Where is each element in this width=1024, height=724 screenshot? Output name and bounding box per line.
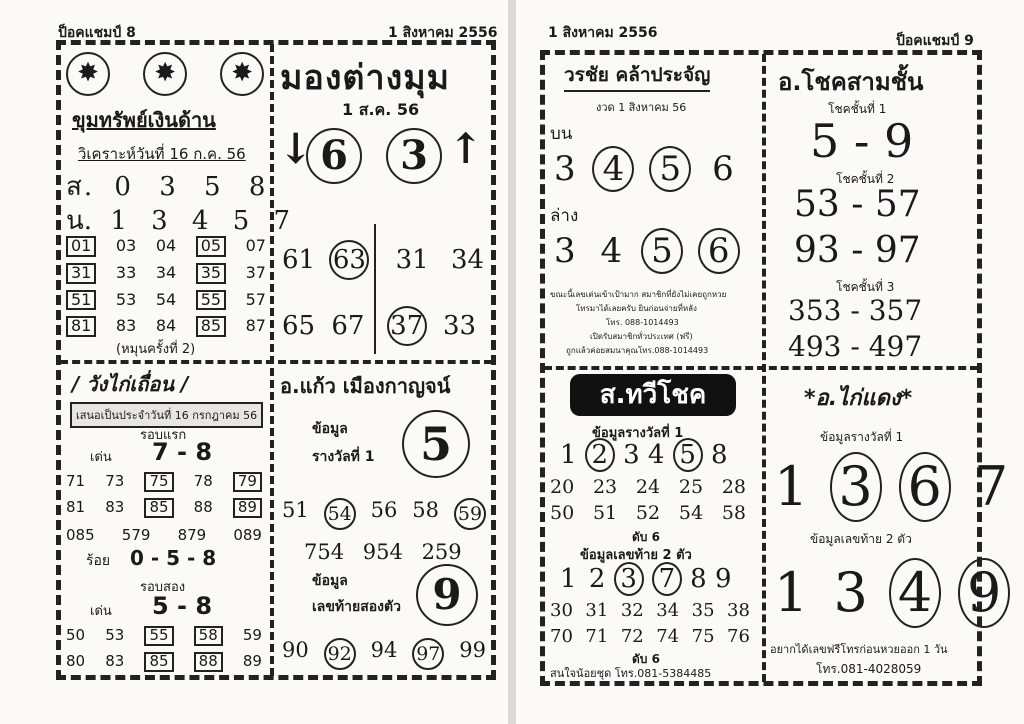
kaew-label-2b: เลขท้ายสองตัว xyxy=(312,599,401,615)
number: 52 xyxy=(635,502,661,524)
lead1-label: เด่น xyxy=(90,450,112,465)
number: 085 xyxy=(66,526,95,544)
number: 61 xyxy=(282,245,316,275)
grid-cell: 85 xyxy=(196,316,226,337)
tawee-row-1b xyxy=(550,502,746,524)
worachai-fine-2: โทรมาได้เลยครับ ยินก่อนจ่ายที่หลัง xyxy=(576,304,697,313)
tawee-section xyxy=(550,372,758,682)
digit: 1 xyxy=(560,564,577,594)
tier1-label: โชคชั้นที่ 1 xyxy=(828,102,887,116)
worachai-fine-5: ถูกแล้วค่อยสมนาคุณโทร.088-1014493 xyxy=(566,346,709,355)
digit: 3 xyxy=(554,231,576,271)
number: 80 xyxy=(66,652,86,670)
number: 33 xyxy=(442,311,477,341)
grid-cell: 05 xyxy=(196,236,226,257)
number: 51 xyxy=(282,498,309,522)
right-page-number: ป็อคแชมป์ 9 xyxy=(896,33,974,49)
digit: 4 xyxy=(889,558,941,628)
number: 63 xyxy=(329,240,369,280)
number: 70 xyxy=(550,626,573,647)
number: 65 xyxy=(282,311,316,341)
number: 81 xyxy=(66,498,86,516)
grid-cell: 35 xyxy=(196,263,226,284)
kaew-big-2 xyxy=(416,564,478,626)
number: 55 xyxy=(144,626,173,646)
grid-cell: 34 xyxy=(155,262,177,282)
left-page xyxy=(0,0,508,724)
number: 79 xyxy=(233,472,262,492)
number: 954 xyxy=(362,540,403,564)
big-number: 3 xyxy=(386,128,442,184)
kaew-row-3 xyxy=(282,638,486,670)
round2-row-b xyxy=(66,652,262,672)
grid-cell: 31 xyxy=(66,263,96,284)
lead2-value: 5 - 8 xyxy=(152,592,213,620)
number: 58 xyxy=(194,626,223,646)
bottom-label: ล่าง xyxy=(550,206,579,226)
number: 88 xyxy=(193,498,213,516)
big-number: 9 xyxy=(416,564,478,626)
lead1-value: 7 - 8 xyxy=(152,438,213,466)
grid-cell: 51 xyxy=(66,290,96,311)
top-label: ส. xyxy=(66,172,95,202)
bottom-label: น. xyxy=(66,206,93,236)
tawee-label-2: ข้อมูลเลขท้าย 2 ตัว xyxy=(580,548,692,563)
digit: 3 xyxy=(830,452,882,522)
kaew-row-2 xyxy=(304,540,462,564)
perspective-big-1 xyxy=(306,128,362,184)
grid-row xyxy=(66,316,266,337)
grid-cell: 83 xyxy=(115,316,137,336)
round2-row-a xyxy=(66,626,262,646)
star-icon: ✸ xyxy=(143,52,187,96)
number: 85 xyxy=(144,498,173,518)
right-divider-horizontal xyxy=(544,366,978,370)
kai-daeng-label-2: ข้อมูลเลขท้าย 2 ตัว xyxy=(810,532,912,546)
number: 71 xyxy=(66,472,86,490)
digit: 1 xyxy=(560,440,577,470)
treasure-title: ขุมทรัพย์เงินด้าน xyxy=(72,108,216,132)
tier3-value-a: 353 - 357 xyxy=(788,294,923,327)
top-label: บน xyxy=(550,124,573,144)
grid-row xyxy=(66,290,266,311)
worachai-bottom-digits xyxy=(554,228,740,274)
star-icon: ✸ xyxy=(220,52,264,96)
tawee-row-2a xyxy=(550,600,750,621)
top-digits: 0 3 5 8 xyxy=(114,172,276,202)
kaew-title: อ.แก้ว เมืองกาญจน์ xyxy=(280,374,451,398)
number: 54 xyxy=(324,498,356,530)
number: 89 xyxy=(242,652,262,670)
digit: 3 xyxy=(614,562,644,596)
digit: 5 xyxy=(641,228,683,274)
number: 75 xyxy=(144,472,173,492)
number: 51 xyxy=(592,502,618,524)
digit: 2 xyxy=(585,438,615,472)
digit: 4 xyxy=(600,231,623,271)
number: 75 xyxy=(691,626,715,647)
digit: 1 xyxy=(774,561,809,624)
digit: 6 xyxy=(698,228,740,274)
tawee-double-2: ดับ 6 xyxy=(632,652,660,666)
tawee-digits-2 xyxy=(560,562,732,596)
number: 56 xyxy=(370,498,398,522)
number: 72 xyxy=(620,626,644,647)
number: 85 xyxy=(144,652,173,672)
arrow-down-icon: ↓ xyxy=(278,124,314,173)
digit: 6 xyxy=(899,452,951,522)
tier2-label: โชคชั้นที่ 2 xyxy=(836,172,895,186)
number: 90 xyxy=(282,638,309,662)
round1-row-a xyxy=(66,472,262,492)
tawee-label-1: ข้อมูลรางวัลที่ 1 xyxy=(592,426,684,441)
grid-cell: 54 xyxy=(155,289,177,309)
number: 24 xyxy=(635,476,661,498)
wang-kai-notice: เสนอเป็นประจำวันที่ 16 กรกฎาคม 56 xyxy=(70,402,263,428)
number: 35 xyxy=(691,600,715,621)
big-number: 5 xyxy=(402,410,470,478)
wang-kai-section xyxy=(66,366,266,676)
perspective-row-1 xyxy=(282,240,484,280)
digit: 7 xyxy=(652,562,682,596)
digit: 4 xyxy=(647,440,665,470)
three-tier-section xyxy=(770,58,976,364)
number: 50 xyxy=(550,502,575,524)
page-gutter xyxy=(508,0,516,724)
kai-daeng-title: *อ.ไก่แดง* xyxy=(804,386,913,411)
digit: 3 xyxy=(554,149,576,189)
tier1-value: 5 - 9 xyxy=(810,114,914,168)
grid-cell: 53 xyxy=(115,289,137,309)
digit: 9 xyxy=(714,564,732,594)
number: 59 xyxy=(242,626,262,644)
number: 50 xyxy=(66,626,86,644)
hundreds-row xyxy=(66,526,262,544)
number: 76 xyxy=(727,626,750,647)
number: 31 xyxy=(395,245,429,275)
treasure-note: (หมุนครั้งที่ 2) xyxy=(116,342,196,357)
number: 23 xyxy=(592,476,618,498)
kaew-big-1 xyxy=(402,410,470,478)
kai-daeng-label-1: ข้อมูลรางวัลที่ 1 xyxy=(820,430,904,444)
grid-cell: 87 xyxy=(245,316,266,336)
digit: 5 xyxy=(673,438,703,472)
grid-cell: 01 xyxy=(66,236,96,257)
tawee-contact: สนใจน้อยชุด โทร.081-5384485 xyxy=(550,667,712,680)
number: 32 xyxy=(620,600,644,621)
number: 34 xyxy=(450,245,485,275)
digit: 9 xyxy=(958,558,1010,628)
number: 58 xyxy=(721,502,746,524)
number: 99 xyxy=(459,638,486,662)
number: 30 xyxy=(550,600,573,621)
number: 59 xyxy=(454,498,486,530)
kaew-row-1 xyxy=(282,498,486,530)
worachai-top-digits xyxy=(554,146,734,192)
digit: 5 xyxy=(649,146,691,192)
number: 879 xyxy=(177,526,207,544)
number: 94 xyxy=(370,638,398,662)
number: 754 xyxy=(304,540,345,564)
tier3-value-b: 493 - 497 xyxy=(788,330,923,363)
number: 71 xyxy=(585,626,609,647)
kaew-label-1b: รางวัลที่ 1 xyxy=(312,449,375,465)
three-tier-title: อ.โชคสามชั้น xyxy=(778,68,924,96)
kai-daeng-promo: อยากได้เลขฟรีโทรก่อนหวยออก 1 วัน xyxy=(770,643,948,656)
digit: 2 xyxy=(588,564,606,594)
tawee-row-1a xyxy=(550,476,746,498)
digit: 3 xyxy=(833,561,868,624)
tier3-label: โชคชั้นที่ 3 xyxy=(836,280,895,294)
treasure-line-bottom xyxy=(66,200,298,241)
perspective-big-2 xyxy=(386,128,442,184)
round2-label: รอบสอง xyxy=(140,580,186,595)
number: 83 xyxy=(105,498,125,516)
number: 20 xyxy=(550,476,575,498)
number: 78 xyxy=(193,472,213,490)
number: 67 xyxy=(331,311,365,341)
perspective-row-2 xyxy=(282,306,476,346)
left-page-date: 1 สิงหาคม 2556 xyxy=(388,25,498,41)
left-divider-horizontal xyxy=(60,360,492,364)
tawee-row-2b xyxy=(550,626,750,647)
number: 579 xyxy=(121,526,151,544)
tier2-value-b: 93 - 97 xyxy=(794,230,921,271)
number: 83 xyxy=(105,652,125,670)
digit: 7 xyxy=(973,455,1009,518)
number: 74 xyxy=(656,626,680,647)
number: 28 xyxy=(721,476,746,498)
grid-cell: 55 xyxy=(196,290,226,311)
worachai-fine-1: ขณะนี้เลขเด่นเข้าเป้ามาก สมาชิกที่ยังไม่เคยถูกหวย xyxy=(550,290,727,299)
arrow-up-icon: ↑ xyxy=(448,124,484,173)
grid-cell: 33 xyxy=(115,262,137,282)
bottom-digits: 1 3 4 5 7 xyxy=(110,206,299,236)
number: 089 xyxy=(233,526,262,544)
kaew-label-1a: ข้อมูล xyxy=(312,421,348,437)
grid-cell: 37 xyxy=(245,262,266,282)
right-page xyxy=(516,0,1024,724)
number: 31 xyxy=(585,600,609,621)
wang-kai-title: / วังไก่เถื่อน / xyxy=(72,372,189,396)
kai-daeng-digits-1 xyxy=(774,452,1008,522)
worachai-fine-4: เปิดรับสมาชิกทั่วประเทศ (ฟรี) xyxy=(590,332,693,341)
perspective-section xyxy=(276,48,490,358)
number: 58 xyxy=(412,498,440,522)
number: 259 xyxy=(421,540,462,564)
worachai-fine-3: โทร. 088-1014493 xyxy=(606,318,679,327)
number: 89 xyxy=(233,498,262,518)
number: 53 xyxy=(105,626,125,644)
kaew-section xyxy=(276,366,490,676)
tawee-double-1: ดับ 6 xyxy=(632,530,660,544)
grid-cell: 57 xyxy=(245,289,266,309)
number: 25 xyxy=(678,476,704,498)
hundred-label: ร้อย xyxy=(86,553,111,569)
treasure-subtitle: วิเคราะห์วันที่ 16 ก.ค. 56 xyxy=(78,145,246,163)
grid-cell: 07 xyxy=(245,236,266,255)
star-icon: ✸ xyxy=(66,52,110,96)
perspective-date: 1 ส.ค. 56 xyxy=(342,100,420,119)
grid-cell: 04 xyxy=(155,236,177,255)
grid-cell: 81 xyxy=(66,316,96,337)
grid-cell: 03 xyxy=(115,236,137,255)
grid-cell: 84 xyxy=(155,316,177,336)
tier2-value-a: 53 - 57 xyxy=(794,184,921,225)
digit: 1 xyxy=(774,455,809,518)
round1-label: รอบแรก xyxy=(140,428,187,443)
round1-row-b xyxy=(66,498,262,518)
number: 97 xyxy=(412,638,444,670)
kai-daeng-digits-2 xyxy=(774,558,1010,628)
right-page-date: 1 สิงหาคม 2556 xyxy=(548,25,658,41)
number: 92 xyxy=(324,638,356,670)
worachai-sub: งวด 1 สิงหาคม 56 xyxy=(596,101,687,114)
kai-daeng-phone: โทร.081-4028059 xyxy=(816,662,922,676)
tawee-digits-1 xyxy=(560,438,728,472)
number: 37 xyxy=(387,306,427,346)
grid-row xyxy=(66,236,266,257)
left-page-number: ป็อคแชมป์ 8 xyxy=(58,25,136,41)
number: 34 xyxy=(656,600,680,621)
treasure-number-grid xyxy=(66,236,266,337)
kai-daeng-section xyxy=(770,372,1009,682)
number: 54 xyxy=(678,502,704,524)
digit: 6 xyxy=(712,149,734,189)
worachai-title: วรชัย คล้าประจัญ xyxy=(564,60,710,92)
digit: 4 xyxy=(592,146,634,192)
number: 38 xyxy=(727,600,750,621)
perspective-title: มองต่างมุม xyxy=(280,58,451,98)
worachai-section xyxy=(550,58,758,364)
digit: 8 xyxy=(710,440,728,470)
number: 73 xyxy=(105,472,125,490)
lead2-label: เด่น xyxy=(90,604,112,619)
hundred-value: 0 - 5 - 8 xyxy=(130,546,217,570)
digit: 3 xyxy=(623,440,640,470)
ornament-row xyxy=(66,52,264,96)
number: 88 xyxy=(194,652,223,672)
grid-row xyxy=(66,263,266,284)
tawee-title: ส.ทวีโชค xyxy=(570,374,736,416)
digit: 8 xyxy=(690,564,707,594)
big-number: 6 xyxy=(306,128,362,184)
kaew-label-2a: ข้อมูล xyxy=(312,573,348,589)
